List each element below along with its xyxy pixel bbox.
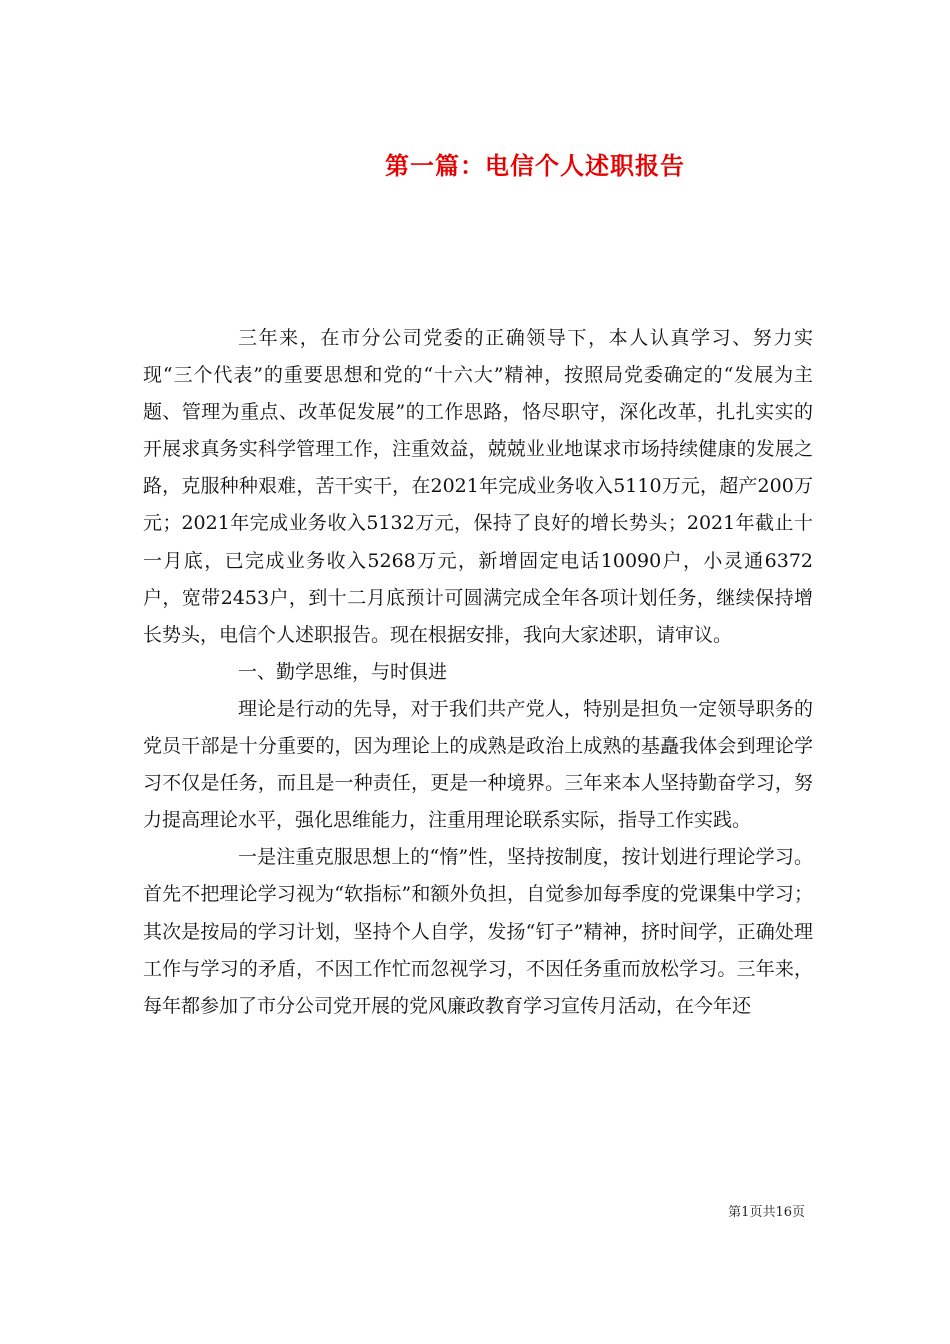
- document-body: [143, 320, 813, 1025]
- paragraph-theory: 理论是行动的先导，对于我们共产党人，特别是担负一定领导职务的党员干部是十分重要的，因为理论上的成熟是政治上成熟的基矗我体会到理论学习不仅是任务，而且是一种责任，更是一种境界。三年来本人坚持勤奋学习，努力提高理论水平，强化思维能力，注重用理论联系实际，指导工作实践。: [143, 697, 813, 832]
- paragraph-first-point: 一是注重克服思想上的“惰”性，坚持按制度，按计划进行理论学习。首先不把理论学习视为“软指标”和额外负担，自觉参加每季度的党课集中学习；其次是按局的学习计划，坚持个人自学，发扬“钉子”精神，挤时间学，正确处理工作与学习的矛盾，不因工作忙而忽视学习，不因任务重而放松学习。三年来，每年都参加了市分公司党开展的党风廉政教育学习宣传月活动，在今年还: [143, 846, 813, 1017]
- page-footer: 第1页共16页: [728, 1205, 805, 1220]
- page-title: 第一篇：电信个人述职报告: [385, 151, 685, 181]
- paragraph-intro: 三年来，在市分公司党委的正确领导下，本人认真学习、努力实现“三个代表”的重要思想和党的“十六大”精神，按照局党委确定的“发展为主题、管理为重点、改革促发展”的工作思路，恪尽职守，深化改革，扎扎实实的开展求真务实科学管理工作，注重效益，兢兢业业地谋求市场持续健康的发展之路，克服种种艰难，苦干实干，在2021年完成业务收入5110万元，超产200万元；2021年完成业务收入5132万元，保持了良好的增长势头；2021年截止十一月底，已完成业务收入5268万元，新增固定电话10090户，小灵通6372户，宽带2453户，到十二月底预计可圆满完成全年各项计划任务，继续保持增长势头，电信个人述职报告。现在根据安排，我向大家述职，请审议。: [143, 327, 813, 646]
- section-heading: 一、勤学思维，与时俱进: [238, 660, 448, 683]
